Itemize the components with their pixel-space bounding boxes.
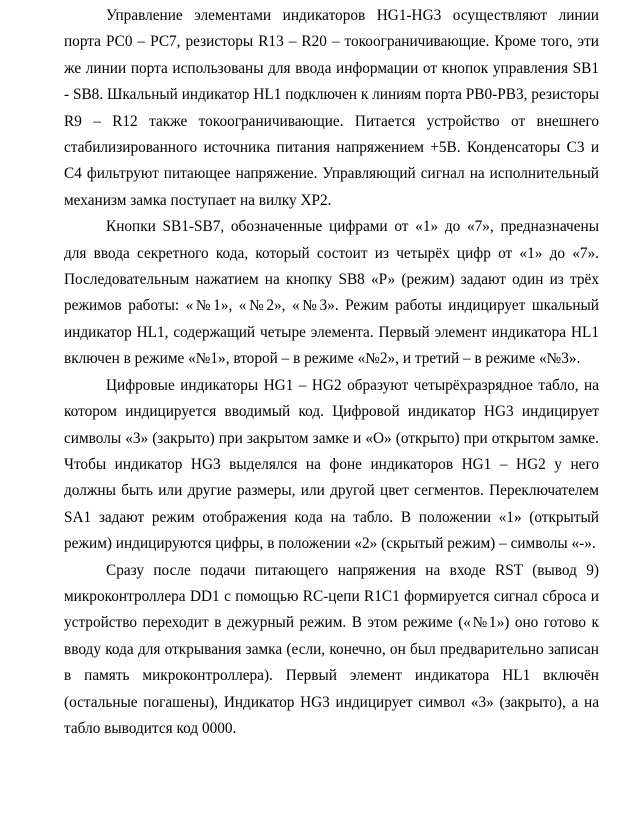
paragraph-buttons-and-modes: Кнопки SB1-SB7, обозначенные цифрами от «1» до «7», предназначены для ввода секретного кода, который состоит из четырёх цифр от «1» до «7». Последовательным нажатием на кнопку SB8 «Р» (режим) задают один из трёх режимов работы: «№1», «№2», «№3». Режим работы индицирует шкальный индикатор HL1, содержащий четыре элемента. Первый элемент индикатора HL1 включен в режиме «№1», второй – в режиме «№2», и третий – в режиме «№3». [64, 218, 599, 368]
paragraph-power-and-indicators: Управление элементами индикаторов HG1-HG3 осуществляют линии порта РС0 – РС7, резисторы R13 – R20 – токоограничивающие. Кроме того, эти же линии порта использованы для ввода информации от кнопок управления SB1 - SB8. Шкальный индикатор HL1 подключен к линиям порта PB0-PB3, резисторы R9 – R12 также токоограничивающие. Питается устройство от внешнего стабилизированного источника питания напряжением +5В. Конденсаторы С3 и С4 фильтруют питающее напряжение. Управляющий сигнал на исполнительный механизм замка поступает на вилку ХР2. [64, 7, 599, 209]
paragraph-digital-indicators: Цифровые индикаторы HG1 – HG2 образуют четырёхразрядное табло, на котором индицируется вводимый код. Цифровой индикатор HG3 индицирует символы «3» (закрыто) при закрытом замке и «О» (открыто) при открытом замке. Чтобы индикатор HG3 выделялся на фоне индикаторов HG1 – HG2 у него должны быть или другие размеры, или другой цвет сегментов. Переключателем SA1 задают режим отображения кода на табло. В положении «1» (открытый режим) индицируются цифры, в положении «2» (скрытый режим) – символы «-». [64, 376, 599, 553]
document-page [64, 3, 599, 742]
paragraph-startup-reset: Сразу после подачи питающего напряжения на входе RST (вывод 9) микроконтроллера DD1 с помощью RC-цепи R1C1 формируется сигнал сброса и устройство переходит в дежурный режим. В этом режиме («№1») оно готово к вводу кода для открывания замка (если, конечно, он был предварительно записан в память микроконтроллера). Первый элемент индикатора HL1 включён (остальные погашены), Индикатор HG3 индицирует символ «3» (закрыто), а на табло выводится код 0000. [64, 561, 599, 737]
